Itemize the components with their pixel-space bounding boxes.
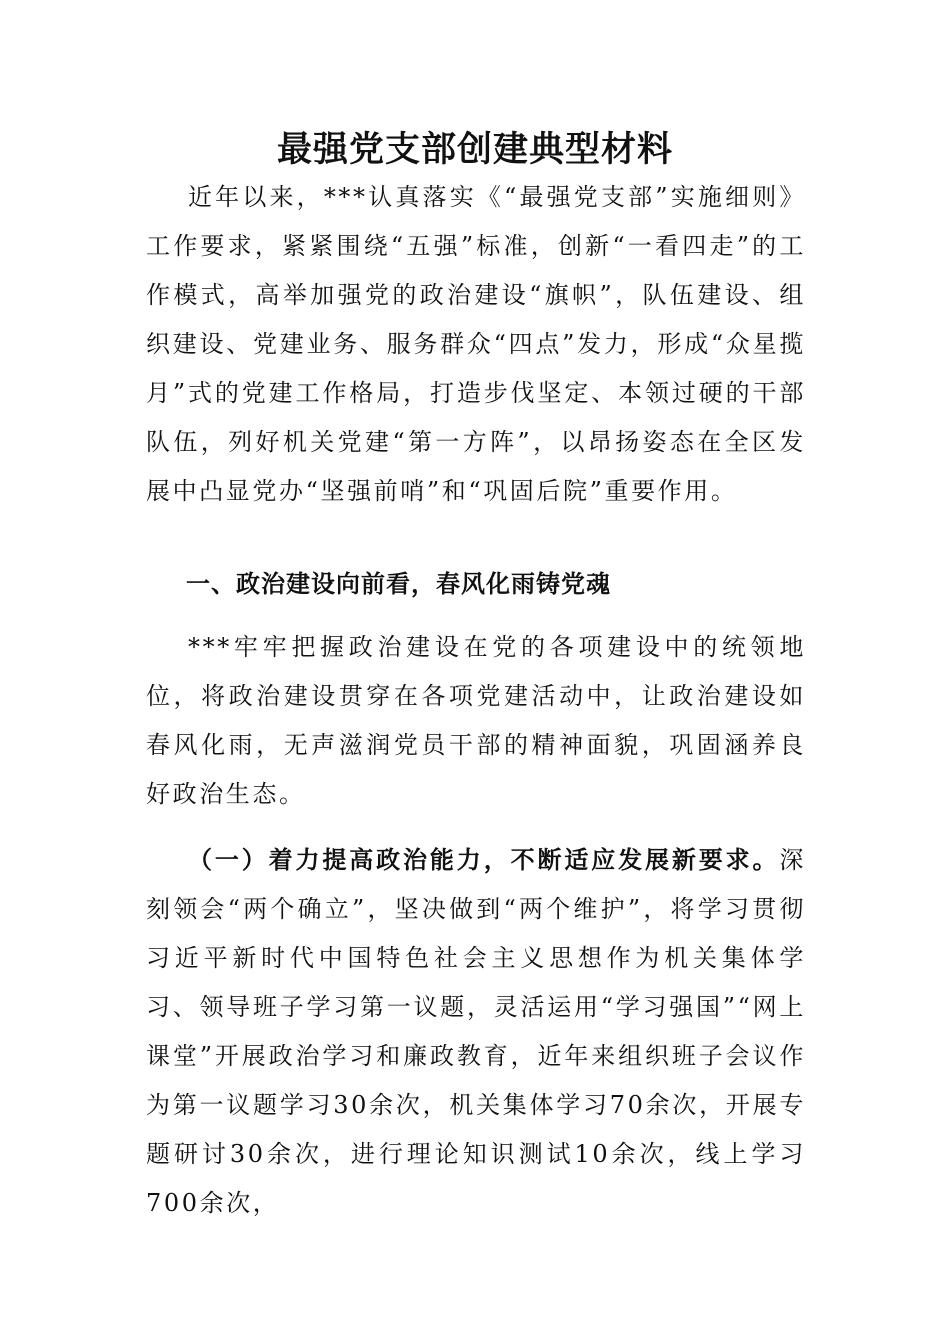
subsection-paragraph (146, 835, 806, 1228)
section-heading: 一、政治建设向前看，春风化雨铸党魂 (186, 569, 611, 598)
section-paragraph: ***牢牢把握政治建设在党的各项建设中的统领地位，将政治建设贯穿在各项党建活动中，让政治建设如春风化雨，无声滋润党员干部的精神面貌，巩固涵养良好政治生态。 (146, 633, 806, 808)
subsection-text: 深刻领会“两个确立”，坚决做到“两个维护”，将学习贯彻习近平新时代中国特色社会主义思想作为机关集体学习、领导班子学习第一议题，灵活运用“学习强国”“网上课堂”开展政治学习和廉政教育，近年来组织班子会议作为第一议题学习30余次，机关集体学习70余次，开展专题研讨30余次，进行理论知识测试10余次，线上学习700余次， (146, 846, 806, 1217)
subsection-heading: （一）着力提高政治能力，不断适应发展新要求。 (188, 845, 780, 874)
document-title: 最强党支部创建典型材料 (276, 129, 673, 170)
intro-paragraph: 近年以来，***认真落实《“最强党支部”实施细则》工作要求，紧紧围绕“五强”标准，创新“一看四走”的工作模式，高举加强党的政治建设“旗帜”，队伍建设、组织建设、党建业务、服务群众“四点”发力，形成“众星揽月”式的党建工作格局，打造步伐坚定、本领过硬的干部队伍，列好机关党建“第一方阵”，以昂扬姿态在全区发展中凸显党办“坚强前哨”和“巩固后院”重要作用。 (146, 183, 806, 505)
